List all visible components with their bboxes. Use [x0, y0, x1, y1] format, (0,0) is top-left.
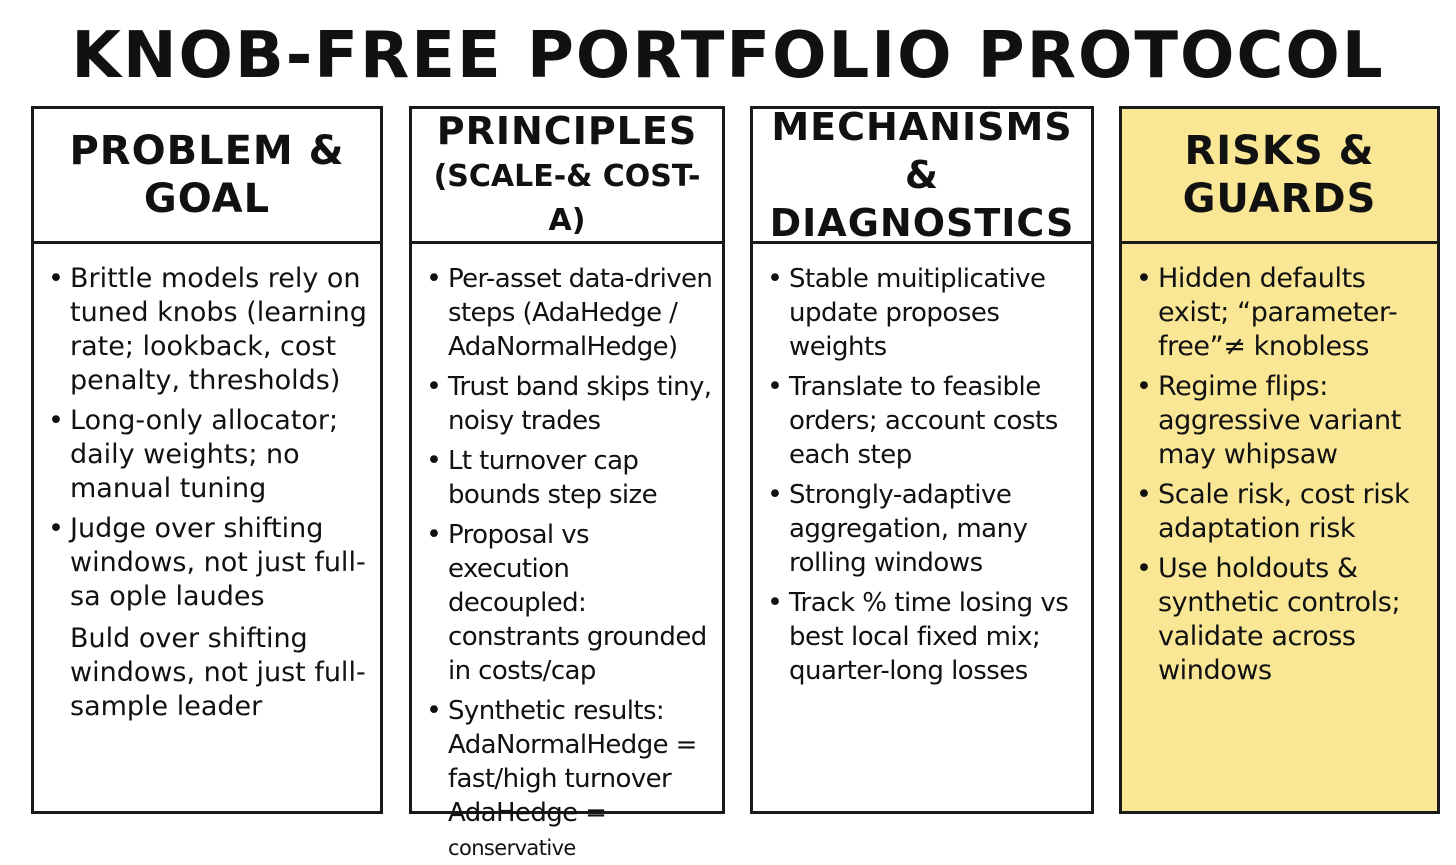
- bullet-item: [763, 262, 1083, 364]
- card-heading: RISKS & GUARDS: [1182, 128, 1377, 222]
- card-heading: PROBLEM & GOAL: [69, 128, 345, 222]
- card-header: [412, 109, 722, 244]
- card-risks-guards: [1119, 106, 1440, 814]
- bullet-text: Judge over shifting windows, not just full-sa ople laudes: [70, 513, 366, 612]
- bullet-list: [1122, 244, 1437, 688]
- bullet-dot-icon: •: [767, 371, 783, 402]
- bullet-item: [422, 262, 714, 364]
- card-principles: [409, 106, 725, 860]
- bullet-item: [422, 694, 714, 865]
- bullet-dot-icon: •: [767, 479, 783, 510]
- bullet-dot-icon: •: [426, 519, 442, 550]
- extra-text: Buld over shifting windows, not just full-sample leader: [70, 623, 366, 722]
- card-header: [34, 109, 380, 244]
- bullet-text: Translate to feasible orders; account costs each step: [789, 372, 1058, 470]
- bullet-list: [34, 244, 380, 724]
- bullet-text-small: conservative: [448, 836, 576, 860]
- bullet-dot-icon: •: [426, 371, 442, 402]
- bullet-dot-icon: •: [767, 263, 783, 294]
- bullet-dot-icon: •: [426, 445, 442, 476]
- bullet-text: Brittle models rely on tuned knobs (learning rate; lookback, cost penalty, thresholds): [70, 263, 367, 396]
- bullet-text: Use holdouts & synthetic controls; validate across windows: [1158, 553, 1401, 686]
- card-header: [1122, 109, 1437, 244]
- bullet-text: Trust band skips tiny, noisy trades: [448, 372, 712, 436]
- bullet-text: Strongly-adaptive aggregation, many rolling windows: [789, 480, 1028, 578]
- bullet-dot-icon: •: [767, 587, 783, 618]
- bullet-dot-icon: •: [1136, 371, 1152, 402]
- bullet-text: Long-only allocator; daily weights; no manual tuning: [70, 405, 339, 504]
- bullet-item: [422, 370, 714, 438]
- bullet-item: [422, 444, 714, 512]
- card-problem-goal: [31, 106, 383, 814]
- bullet-text-continued: AdaHedge =: [448, 798, 607, 828]
- bullet-item: [763, 370, 1083, 472]
- card-heading-main: PRINCIPLES: [436, 109, 698, 153]
- bullet-item: [763, 478, 1083, 580]
- bullet-dot-icon: •: [1136, 553, 1152, 584]
- bullet-list: [412, 244, 722, 865]
- bullet-list: [753, 244, 1091, 688]
- bullet-dot-icon: •: [48, 263, 64, 294]
- bullet-text: Stable muitiplicative update proposes weights: [789, 264, 1046, 362]
- page-title: KNOB-FREE PORTFOLIO PROTOCOL: [71, 19, 1385, 93]
- card-heading: MECHANISMS & DIAGNOSTICS: [769, 105, 1075, 245]
- bullet-text: Proposal vs execution decoupled: constrants grounded in costs/cap: [448, 520, 707, 686]
- bullet-text: Lt turnover cap bounds step size: [448, 446, 658, 510]
- bullet-text: Scale risk, cost risk adaptation risk: [1158, 479, 1410, 544]
- bullet-text: Track % time losing vs best local fixed mix; quarter-long losses: [789, 588, 1069, 686]
- bullet-item: [763, 586, 1083, 688]
- bullet-item: [422, 518, 714, 688]
- bullet-text: Regime flips: aggressive variant may whipsaw: [1158, 371, 1401, 470]
- bullet-item: [1132, 478, 1429, 546]
- card-header: [753, 105, 1091, 245]
- card-heading: [422, 107, 712, 243]
- bullet-dot-icon: •: [426, 263, 442, 294]
- bullet-text: Per-asset data-driven steps (AdaHedge / AdaNormalHedge): [448, 264, 713, 362]
- bullet-dot-icon: •: [1136, 263, 1152, 294]
- bullet-text: Synthetic results: AdaNormalHedge = fast/high turnover: [448, 696, 697, 794]
- bullet-text: Hidden defaults exist; “parameter-free”≠ knobless: [1158, 263, 1398, 362]
- bullet-dot-icon: •: [1136, 479, 1152, 510]
- bullet-item: [1132, 262, 1429, 364]
- bullet-dot-icon: •: [426, 695, 442, 726]
- card-subheading: (SCALE-& COST-A): [433, 159, 701, 238]
- bullet-item: [1132, 552, 1429, 688]
- card-mechanisms: [750, 106, 1094, 814]
- extra-text-item: [44, 622, 372, 724]
- bullet-item: [44, 404, 372, 506]
- bullet-item: [44, 512, 372, 614]
- bullet-dot-icon: •: [48, 405, 64, 436]
- bullet-item: [44, 262, 372, 398]
- bullet-dot-icon: •: [48, 513, 64, 544]
- bullet-item: [1132, 370, 1429, 472]
